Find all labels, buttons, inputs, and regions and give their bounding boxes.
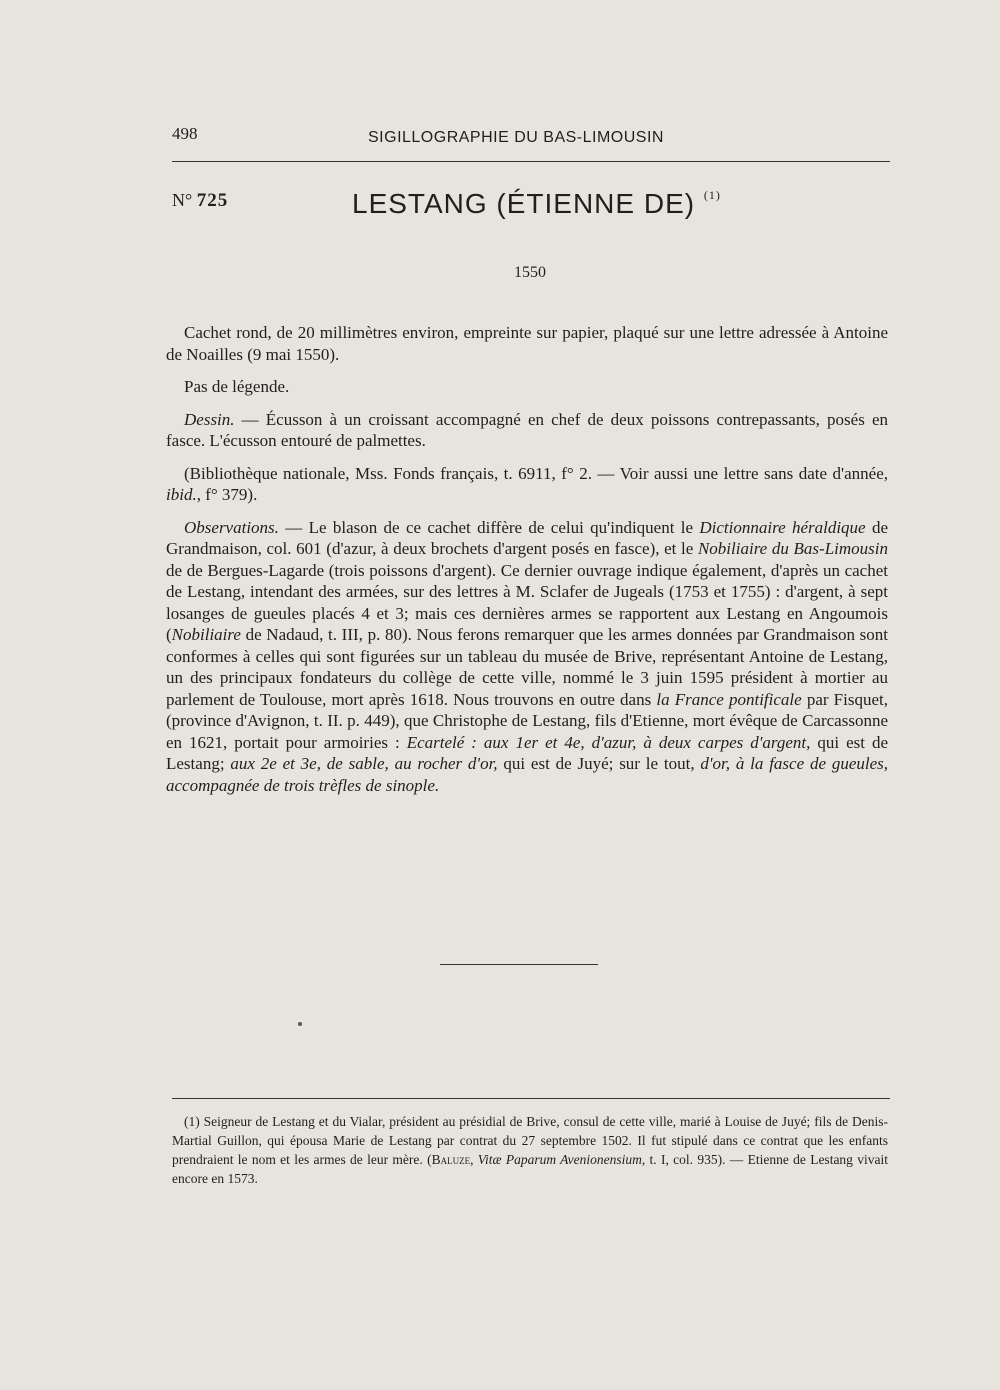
entry-title — [352, 188, 721, 220]
obs-text-7: qui est de Juyé; sur le tout, — [497, 754, 701, 773]
obs-nobiliaire-2: Nobiliaire — [171, 625, 241, 644]
entry-year: 1550 — [514, 264, 546, 281]
footnote-text-1: (1) Seigneur de Lestang et du Vialar, président au présidial de Brive, consul de cette ville, marié à Louise de Juyé; fils de Denis-Martial Guillon, qui épousa Marie de Lestang par contrat du 27 septembre 1502. Il fut stipulé dans ce contrat que les enfants prendraient le nom et les armes de leur mère. ( — [172, 1114, 888, 1167]
footnote-baluze: Baluze — [431, 1152, 471, 1167]
obs-aux: aux 2e et 3e, de sable, au rocher d'or, — [230, 754, 498, 773]
observations-label: Observations. — [184, 517, 279, 537]
footnote-reference: (1) — [703, 188, 721, 202]
entry-body — [166, 322, 888, 807]
source-text: (Bibliothèque nationale, Mss. Fonds français, t. 6911, f° 2. — Voir aussi une lettre sans date d'année, — [184, 463, 888, 483]
paragraph-description: Cachet rond, de 20 millimètres environ, empreinte sur papier, plaqué sur une lettre adressée à Antoine de Noailles (9 mai 1550). — [166, 323, 888, 364]
obs-nobiliaire: Nobiliaire du Bas-Limousin — [697, 539, 888, 558]
obs-dor: d'or, à la fasce de gueules, accompagnée de trois trèfles de sinople. — [166, 754, 888, 795]
footnote-text-2: , — [470, 1152, 478, 1167]
obs-text-5: par Fisquet, (province d'Avignon, t. II. p. 449), que Christophe de Lestang, fils d'Etienne, mort évêque de Carcassonne en 1621, portait pour armoiries : — [166, 689, 888, 752]
obs-text-2: de Grandmaison, col. 601 (d'azur, à deux brochets d'argent posés en fasce), et le — [166, 517, 888, 558]
running-head — [172, 120, 890, 160]
paragraph-observations — [166, 517, 888, 797]
obs-text-4: de Nadaud, t. III, p. 80). Nous ferons remarquer que les armes données par Grandmaison sont conformes à celles qui sont figurées sur un tableau du musée de Brive, représentant Antoine de Lestang, un des principaux fondateurs du collège de cette ville, nommé le 3 juin 1595 président à mortier au parlement de Toulouse, mort après 1618. Nous trouvons en outre dans — [166, 625, 888, 709]
footnote-text-3: , t. I, col. 935). — Etienne de Lestang vivait encore en 1573. — [172, 1152, 888, 1186]
footnote-vitae: Vitæ Paparum Avenionensium — [477, 1152, 642, 1167]
page-number: 498 — [172, 124, 198, 143]
entry-number-value: 725 — [196, 190, 229, 211]
source-text-end: , f° 379). — [196, 485, 258, 504]
footnote — [172, 1112, 888, 1188]
obs-text-1: — Le blason de ce cachet diffère de celui qu'indiquent le — [278, 517, 700, 537]
source-ibid: ibid. — [166, 485, 197, 504]
obs-france-pontificale: la France pontificale — [656, 689, 802, 709]
footnote-rule — [172, 1098, 890, 1099]
entry-number — [172, 190, 228, 212]
paragraph-legend: Pas de légende. — [184, 377, 290, 396]
running-title: SIGILLOGRAPHIE DU BAS-LIMOUSIN — [368, 129, 664, 146]
design-text: — Écusson à un croissant accompagné en chef de deux poissons contrepassants, posés en fasce. L'écusson entouré de palmettes. — [166, 409, 888, 450]
obs-text-6: qui est de Lestang; — [166, 732, 888, 773]
paragraph-source — [166, 463, 888, 506]
obs-ecartele: Ecartelé : aux 1er et 4e, d'azur, à deux carpes d'argent, — [406, 732, 811, 752]
entry-title-text: LESTANG (ÉTIENNE DE) — [352, 188, 696, 219]
ink-speck — [298, 1022, 302, 1026]
entry-number-prefix: N° — [172, 190, 193, 210]
design-label: Dessin. — [184, 409, 235, 429]
header-rule — [172, 161, 890, 162]
footnote-paragraph — [172, 1112, 888, 1188]
paragraph-design — [166, 409, 888, 452]
section-separator — [440, 964, 598, 965]
obs-dictionnaire: Dictionnaire héraldique — [699, 517, 866, 537]
obs-text-3: de de Bergues-Lagarde (trois poissons d'argent). Ce dernier ouvrage indique également, d'après un cachet de Lestang, intendant des armées, sur des lettres à M. Sclafer de Jugeals (1753 et 1755) : d'argent, à sept losanges de gueules placés 4 et 3; mais ces dernières armes se rapportent aux Lestang en Angoumois ( — [166, 560, 888, 644]
